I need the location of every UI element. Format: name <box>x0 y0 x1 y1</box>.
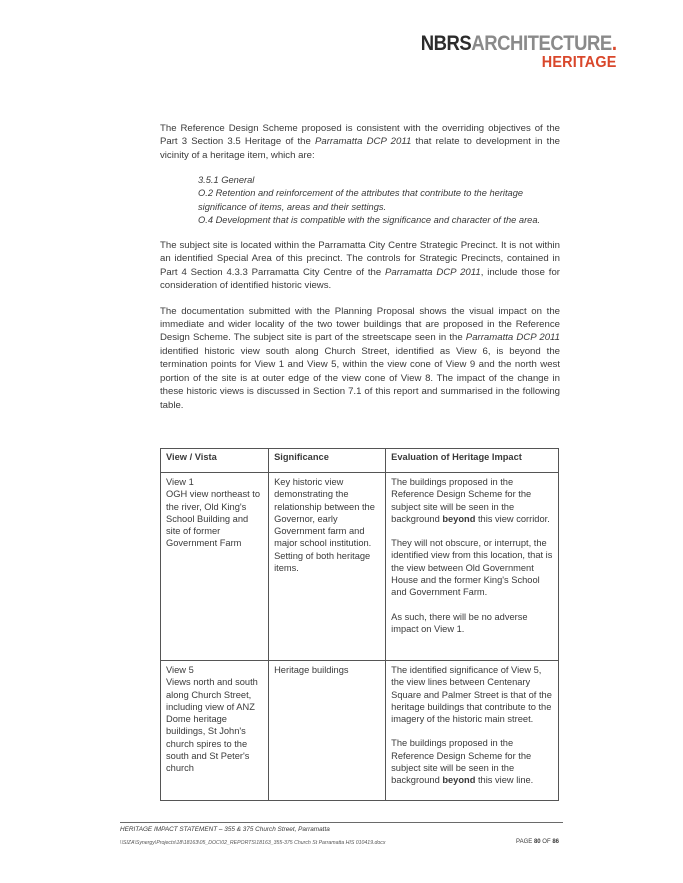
paragraph-1: The Reference Design Scheme proposed is consistent with the overriding objectives of the Part 3 Section 3.5 Heritage of the Parramatta DCP 2011 that relate to development in the vicinity of a heritage item, which are: <box>160 123 560 161</box>
paragraph-3: The documentation submitted with the Planning Proposal shows the visual impact on the immediate and wider locality of the two tower buildings that are proposed in the Reference Design Scheme. The subject site is part of the streetscape seen in the Parramatta DCP 2011 identified historic view south along Church Street, identified as View 6, is beyond the termination points for View 1 and View 5, within the view cone of View 9 and the north west portion of the site is at outer edge of the view cone of View 8. The impact of the change in these historic views is discussed in Section 7.1 of this report and summarised in the following table. <box>160 305 560 411</box>
cell-significance: Heritage buildings <box>269 661 386 801</box>
logo-wordmark <box>421 33 617 54</box>
cell-evaluation: The buildings proposed in the Reference Design Scheme for the subject site will be seen in the background beyond this view corridor. They will not obscure, or interrupt, the identified view from this location, that is the view between Old Government House and the former King's School and Government Farm. As such, there will be no adverse impact on View 1. <box>386 473 559 661</box>
cell-evaluation: The identified significance of View 5, the view lines between Centenary Square and Palmer Street is that of the heritage buildings that contribute to the imagery of the historic main street. The buildings proposed in the Reference Design Scheme for the subject site will be seen in the background beyond this view line. <box>386 661 559 801</box>
col-header-view: View / Vista <box>161 449 269 473</box>
dcp-quote <box>198 174 560 227</box>
logo-suffix: ARCHITECTURE <box>471 32 613 55</box>
logo-division: HERITAGE <box>542 54 617 71</box>
page-number: PAGE 80 OF 86 <box>516 839 559 845</box>
company-logo <box>394 33 617 71</box>
col-header-evaluation: Evaluation of Heritage Impact <box>386 449 559 473</box>
col-header-significance: Significance <box>269 449 386 473</box>
quote-line: 3.5.1 General <box>198 175 255 186</box>
cell-view: View 5 Views north and south along Church Street, including view of ANZ Dome heritage buildings, St John's church spires to the south and St Peter's church <box>161 661 269 801</box>
quote-line: O.2 Retention and reinforcement of the attributes that contribute to the heritage significance of items, areas and their settings. <box>198 188 524 212</box>
cell-significance: Key historic view demonstrating the relationship between the Governor, early Government farm and major school institution. Setting of both heritage items. <box>269 473 386 661</box>
quote-line: O.4 Development that is compatible with the significance and character of the area. <box>198 214 541 225</box>
paragraph-2: The subject site is located within the Parramatta City Centre Strategic Precinct. It is not within an identified Special Area of this precinct. The controls for Strategic Precincts, contained in Part 4 Section 4.3.3 Parramatta City Centre of the Parramatta DCP 2011, include those for consideration of identified historic views. <box>160 240 560 292</box>
table-header-row <box>161 449 559 473</box>
cell-view: View 1 OGH view northeast to the river, Old King's School Building and site of former Government Farm <box>161 473 269 661</box>
table-row <box>161 473 559 661</box>
footer-file-path: \\SIZA\Synergy\Projects\18\18163\05_DOC\02_REPORTS\18163_355-375 Church St Parramatta HIS 010419.docx <box>120 840 386 846</box>
logo-dot: . <box>612 32 617 55</box>
body-text <box>160 122 560 424</box>
footer-divider <box>120 822 563 823</box>
footer-title: HERITAGE IMPACT STATEMENT – 355 & 375 Church Street, Parramatta <box>120 826 330 833</box>
logo-brand: NBRS <box>421 32 472 55</box>
heritage-impact-table <box>160 448 559 801</box>
table-row <box>161 661 559 801</box>
